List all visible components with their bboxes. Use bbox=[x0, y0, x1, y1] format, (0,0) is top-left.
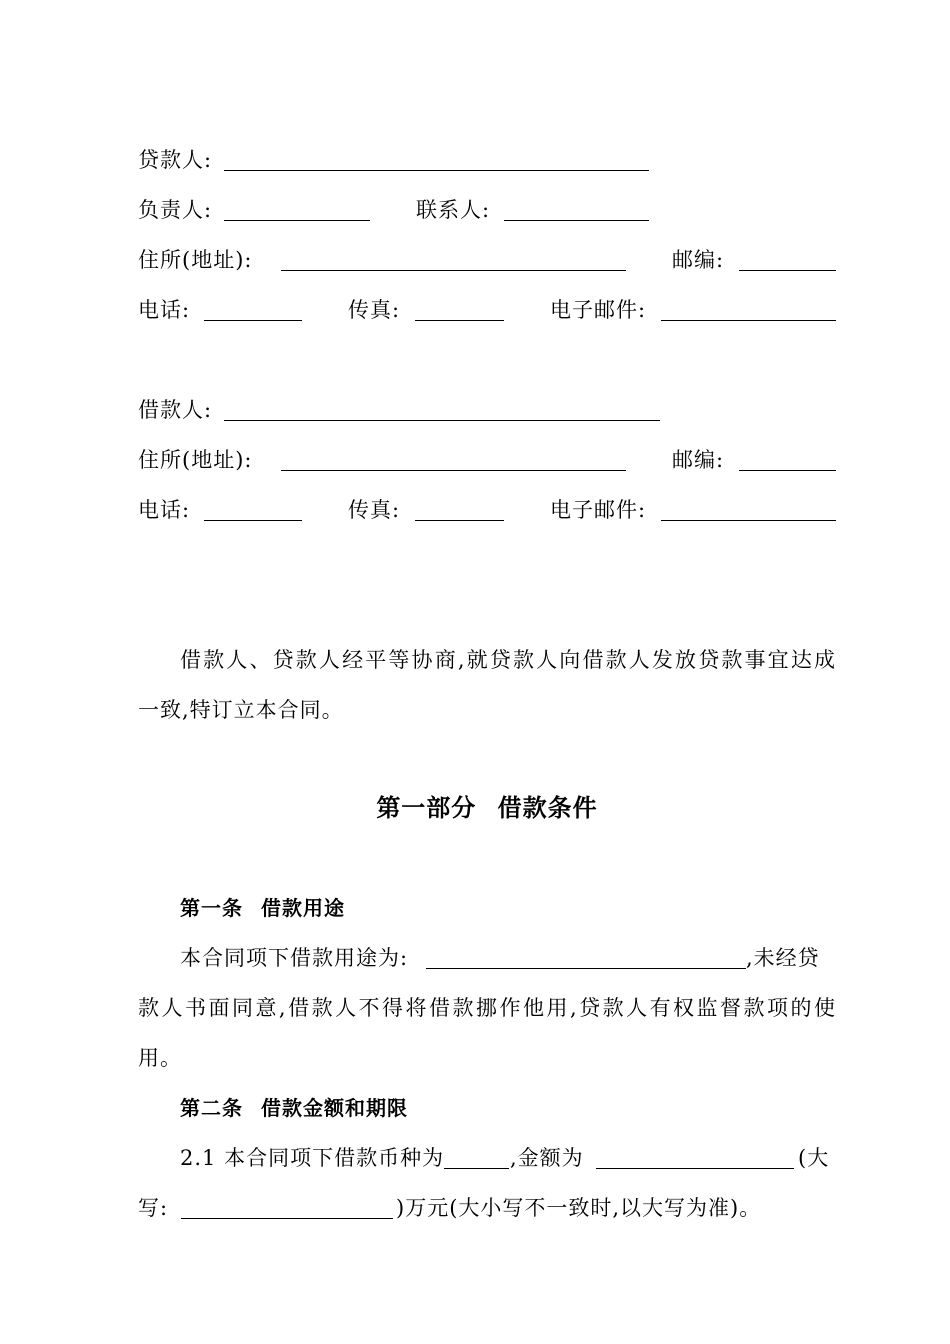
article-1-line-3: 用。 bbox=[138, 1046, 182, 1070]
article-1-title: 第一条 借款用途 bbox=[180, 896, 345, 920]
amount-blank[interactable] bbox=[596, 1168, 794, 1169]
clause-2-1-line-2-prefix: 写: bbox=[138, 1196, 169, 1220]
lender-phone-label: 电话: bbox=[138, 298, 191, 322]
borrower-fax-blank[interactable] bbox=[415, 520, 504, 521]
lender-label: 贷款人: bbox=[138, 148, 213, 172]
article-2-title: 第二条 借款金额和期限 bbox=[180, 1096, 408, 1120]
preamble-line-2: 一致,特订立本合同。 bbox=[138, 698, 344, 722]
borrower-postcode-blank[interactable] bbox=[739, 470, 836, 471]
part-one-title: 第一部分 借款条件 bbox=[376, 794, 598, 822]
lender-email-blank[interactable] bbox=[661, 320, 836, 321]
contact-label: 联系人: bbox=[416, 198, 491, 222]
principal-blank[interactable] bbox=[224, 220, 370, 221]
lender-address-label: 住所(地址): bbox=[138, 248, 253, 272]
clause-2-1-mid: ,金额为 bbox=[510, 1146, 584, 1170]
borrower-phone-label: 电话: bbox=[138, 498, 191, 522]
lender-address-blank[interactable] bbox=[281, 270, 626, 271]
borrower-label: 借款人: bbox=[138, 398, 213, 422]
borrower-address-label: 住所(地址): bbox=[138, 448, 253, 472]
borrower-name-blank[interactable] bbox=[224, 420, 660, 421]
borrower-email-label: 电子邮件: bbox=[550, 498, 647, 522]
article-1-line-1-suffix: ,未经贷 bbox=[746, 946, 820, 970]
borrower-address-blank[interactable] bbox=[281, 470, 626, 471]
currency-blank[interactable] bbox=[444, 1168, 509, 1169]
clause-2-1-suffix: (大 bbox=[798, 1146, 830, 1170]
lender-fax-label: 传真: bbox=[348, 298, 401, 322]
article-1-line-2: 款人书面同意,借款人不得将借款挪作他用,贷款人有权监督款项的使 bbox=[138, 996, 836, 1020]
lender-fax-blank[interactable] bbox=[415, 320, 504, 321]
borrower-fax-label: 传真: bbox=[348, 498, 401, 522]
clause-2-1-prefix: 2.1 本合同项下借款币种为 bbox=[180, 1146, 445, 1170]
lender-postcode-blank[interactable] bbox=[739, 270, 836, 271]
clause-2-1-line-2-suffix: )万元(大小写不一致时,以大写为准)。 bbox=[396, 1196, 762, 1220]
lender-postcode-label: 邮编: bbox=[672, 248, 725, 272]
lender-email-label: 电子邮件: bbox=[550, 298, 647, 322]
loan-purpose-blank[interactable] bbox=[426, 968, 746, 969]
borrower-phone-blank[interactable] bbox=[204, 520, 302, 521]
borrower-email-blank[interactable] bbox=[661, 520, 836, 521]
principal-label: 负责人: bbox=[138, 198, 213, 222]
preamble-line-1: 借款人、贷款人经平等协商,就贷款人向借款人发放贷款事宜达成 bbox=[180, 648, 836, 672]
lender-name-blank[interactable] bbox=[224, 170, 649, 171]
article-1-line-1-prefix: 本合同项下借款用途为: bbox=[180, 946, 409, 970]
amount-in-words-blank[interactable] bbox=[181, 1218, 393, 1219]
borrower-postcode-label: 邮编: bbox=[672, 448, 725, 472]
lender-phone-blank[interactable] bbox=[204, 320, 302, 321]
contact-blank[interactable] bbox=[504, 220, 649, 221]
